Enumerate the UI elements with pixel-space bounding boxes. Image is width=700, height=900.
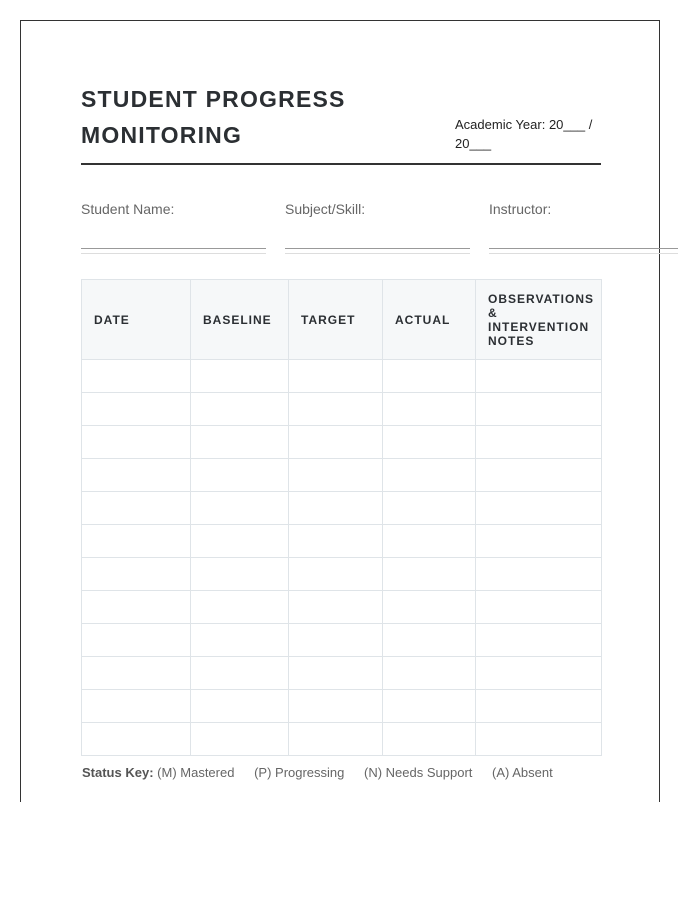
table-cell[interactable] — [82, 492, 191, 525]
table-header-row — [82, 280, 602, 360]
title-divider — [81, 163, 601, 165]
table-cell[interactable] — [289, 558, 383, 591]
table-cell[interactable] — [82, 690, 191, 723]
table-cell[interactable] — [191, 723, 289, 756]
table-row — [82, 690, 602, 723]
table-cell[interactable] — [383, 624, 476, 657]
table-cell[interactable] — [191, 690, 289, 723]
table-cell[interactable] — [82, 393, 191, 426]
table-cell[interactable] — [289, 690, 383, 723]
table-cell[interactable] — [191, 393, 289, 426]
table-cell[interactable] — [476, 558, 602, 591]
table-cell[interactable] — [289, 525, 383, 558]
subject-skill-line — [285, 248, 470, 249]
table-cell[interactable] — [82, 723, 191, 756]
table-row — [82, 723, 602, 756]
column-header-date: DATE — [82, 280, 191, 360]
table-row — [82, 558, 602, 591]
table-cell[interactable] — [383, 492, 476, 525]
table-row — [82, 525, 602, 558]
table-body — [82, 360, 602, 756]
table-cell[interactable] — [383, 690, 476, 723]
instructor-field[interactable] — [489, 201, 678, 254]
table-cell[interactable] — [383, 723, 476, 756]
table-cell[interactable] — [191, 426, 289, 459]
student-name-line-shadow — [81, 253, 266, 254]
table-cell[interactable] — [191, 459, 289, 492]
table-cell[interactable] — [191, 558, 289, 591]
table-row — [82, 459, 602, 492]
table-cell[interactable] — [476, 459, 602, 492]
table-cell[interactable] — [289, 723, 383, 756]
table-cell[interactable] — [82, 459, 191, 492]
student-name-field[interactable] — [81, 201, 266, 254]
table-row — [82, 393, 602, 426]
status-key-heading: Status Key: — [82, 765, 154, 780]
status-key — [82, 765, 569, 780]
table-cell[interactable] — [476, 360, 602, 393]
table-cell[interactable] — [476, 492, 602, 525]
table-row — [82, 360, 602, 393]
table-cell[interactable] — [476, 393, 602, 426]
instructor-line-shadow — [489, 253, 678, 254]
table-cell[interactable] — [383, 426, 476, 459]
progress-table — [81, 279, 602, 756]
table-cell[interactable] — [476, 690, 602, 723]
table-cell[interactable] — [289, 657, 383, 690]
table-row — [82, 624, 602, 657]
status-key-item: (P) Progressing — [254, 765, 345, 780]
column-header-target: TARGET — [289, 280, 383, 360]
column-header-baseline: BASELINE — [191, 280, 289, 360]
table-cell[interactable] — [289, 459, 383, 492]
student-name-label: Student Name: — [81, 201, 175, 217]
subject-skill-field[interactable] — [285, 201, 470, 254]
table-row — [82, 492, 602, 525]
table-cell[interactable] — [82, 426, 191, 459]
status-key-item: (M) Mastered — [157, 765, 235, 780]
table-cell[interactable] — [289, 591, 383, 624]
table-cell[interactable] — [289, 624, 383, 657]
table-cell[interactable] — [383, 591, 476, 624]
table-cell[interactable] — [289, 393, 383, 426]
table-cell[interactable] — [82, 624, 191, 657]
table-cell[interactable] — [383, 459, 476, 492]
table-cell[interactable] — [191, 525, 289, 558]
table-cell[interactable] — [476, 657, 602, 690]
table-row — [82, 657, 602, 690]
page-title: STUDENT PROGRESS MONITORING — [81, 86, 346, 148]
table-cell[interactable] — [191, 624, 289, 657]
academic-year: Academic Year: 20___ / 20___ — [455, 117, 593, 151]
table-cell[interactable] — [383, 393, 476, 426]
table-cell[interactable] — [289, 426, 383, 459]
table-row — [82, 426, 602, 459]
instructor-label: Instructor: — [489, 201, 552, 217]
instructor-line — [489, 248, 678, 249]
column-header-actual: ACTUAL — [383, 280, 476, 360]
column-header-observations: OBSERVATIONS & INTERVENTION NOTES — [476, 280, 602, 360]
table-cell[interactable] — [383, 360, 476, 393]
subject-skill-line-shadow — [285, 253, 470, 254]
table-cell[interactable] — [191, 591, 289, 624]
form-sheet — [20, 20, 660, 802]
table-cell[interactable] — [82, 591, 191, 624]
table-cell[interactable] — [383, 558, 476, 591]
table-cell[interactable] — [191, 360, 289, 393]
table-cell[interactable] — [289, 360, 383, 393]
table-cell[interactable] — [383, 657, 476, 690]
table-cell[interactable] — [82, 525, 191, 558]
table-cell[interactable] — [191, 657, 289, 690]
table-cell[interactable] — [82, 360, 191, 393]
status-key-item: (N) Needs Support — [364, 765, 473, 780]
table-cell[interactable] — [476, 624, 602, 657]
table-cell[interactable] — [82, 657, 191, 690]
table-cell[interactable] — [476, 591, 602, 624]
table-cell[interactable] — [191, 492, 289, 525]
student-name-line — [81, 248, 266, 249]
subject-skill-label: Subject/Skill: — [285, 201, 366, 217]
table-cell[interactable] — [476, 525, 602, 558]
table-cell[interactable] — [82, 558, 191, 591]
status-key-item: (A) Absent — [492, 765, 553, 780]
table-cell[interactable] — [476, 426, 602, 459]
table-cell[interactable] — [383, 525, 476, 558]
table-cell[interactable] — [289, 492, 383, 525]
table-row — [82, 591, 602, 624]
table-cell[interactable] — [476, 723, 602, 756]
